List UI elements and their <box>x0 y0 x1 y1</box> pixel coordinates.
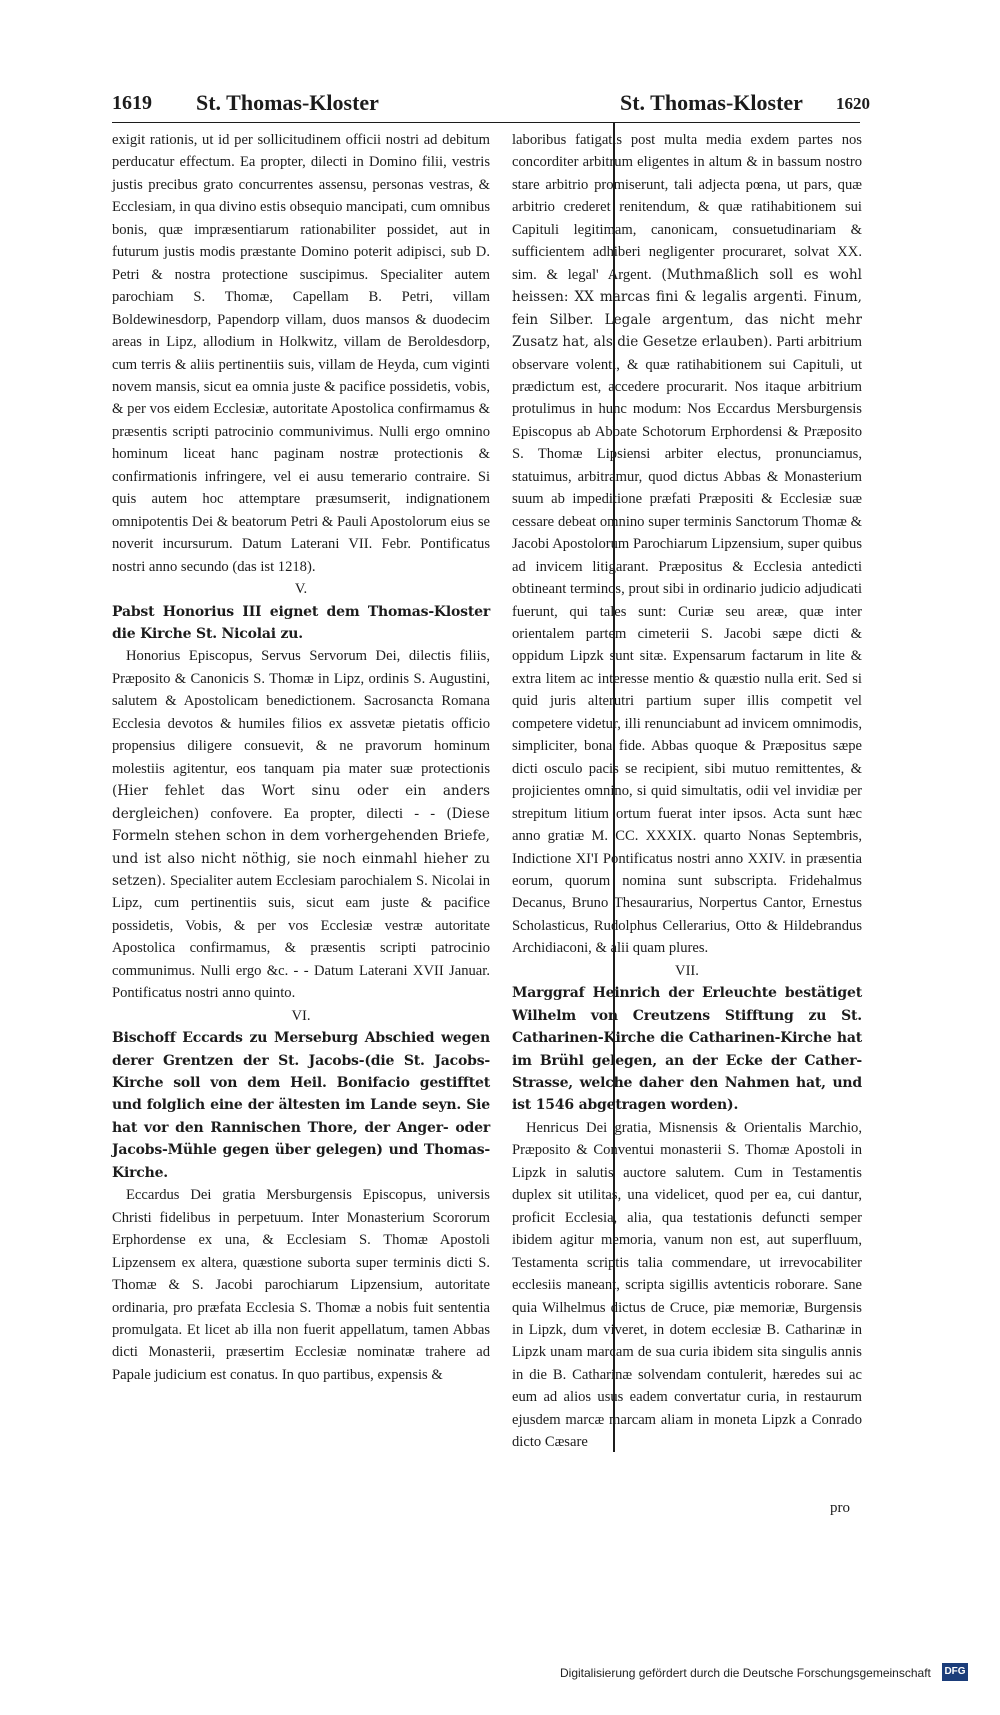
editor-note: (Muthmaßlich soll es wohl heissen: XX marcas fini & legalis argenti. Finum, fein Silber. Legale argentum, das nicht mehr Zusatz hat, als die Gesetze erlauben). <box>512 266 862 351</box>
text-run: Parti arbitrium observare volenti, & quæ ratihabitionem sui Capituli, ut prædictum est, accedere procurarit. Nos itaque arbitrium protulimus in hunc modum: Nos Eccardus Mersburgensis Episcopus ab Abbate Schotorum Erphordensi & Præposito S. Thomæ Lipsiensi arbiter electus, pronunciamus, statuimus, arbitramur, quod dictus Abbas & Monasterium suum ab impeditione præfati Præpositi & Ecclesiæ suæ cessare debeat omnino super terminis Sanctorum Thomæ & Jacobi Apostolorum Parochiarum Lipzensium, super quibus ad invicem litigarant. Præpositus & Ecclesia antedicti obtineant terminos, prout sibi in ordinario judicio adjudicati fuerunt, qui tales sunt: Curiæ seu areæ, quæ inter orientalem partem cimeterii S. Jacobi sæpe dicti & oppidum Lipzk sunt sitæ. Expensarum factarum in lite & extra litem ac interesse mentio & quæstio nulla erit. Sed si quid juris alterutri partium super illis competit vel competere videtur, illi renunciabunt ad invicem omnimodis, simpliciter, bona fide. Abbas quoque & Præpositus sæpe dicti osculo pacis se recipient, sibi mutuo remittentes, & projicientes omnino, si quid simultatis, odii vel invidiæ per strepitum litium ortum fuerat inter ipsos. Acta sunt hæc anno gratiæ M. CC. XXXIX. quarto Nonas Septembris, Indictione XI'I Pontificatus nostri anno XXIV. in præsentia eorum, quorum nomina sunt subscripta. Fridehalmus Decanus, Bruno Thesaurarius, Norpertus Cantor, Ernestus Scholasticus, Rudolphus Cellerarius, Otto & Hildebrandus Archidiaconi, & alii quam plures. <box>512 334 862 957</box>
page-number-right: 1620 <box>836 94 870 113</box>
paragraph-left-1: exigit rationis, ut id per sollicitudinem officii nostri ad debitum perducatur effectum. Ea propter, dilecti in Domino filii, vestris justis precibus grato concurrentes assensu, personas vestras, & Ecclesiam, in qua divino estis obsequio mancipati, cum omnibus bonis, quæ impræsentiarum rationabiliter possidet, aut in futurum justis modis præstante Domino poterit adipisci, sub D. Petri & nostra protectione suscipimus. Specialiter autem parochiam S. Thomæ, Capellam B. Petri, villam Boldewinesdorp, Papendorp villam, duos mansos & duodecim areas in Lipz, allodium in Holkwitz, villam de Beroldesdorp, cum terris & aliis pertinentiis suis, villam de Heyda, cum viginti novem mansis, sicut ea omnia juste & pacifice possidetis, vobis, & per vos eidem Ecclesiæ, autoritate Apostolica confirmamus & præsentis scripti patrocinio communivimus. Nulli ergo omnino hominum liceat hanc paginam nostræ protectionis & confirmationis infringere, vel ei ausu temerario contraire. Si quis autem hoc attemptare præsumserit, indignationem omnipotentis Dei & beatorum Petri & Pauli Apostolorum eius se noverit incursurum. Datum Laterani VII. Febr. Pontificatus nostri anno secundo (das ist 1218). <box>112 132 490 575</box>
running-head <box>112 88 870 123</box>
catchword: pro <box>830 1500 850 1516</box>
text-run: Honorius Episcopus, Servus Servorum Dei, dilectis filiis, Præposito & Canonicis S. Thomæ in Lipz, ordinis S. Augustini, salutem & Apostolicam benedictionem. Sacrosancta Romana Ecclesia devotos & humiles filios ex assvetæ pietatis officio propensius diligere consuevit, & ne pravorum hominum molestiis agitentur, eos tanquam pia mater suæ protectionis <box>112 648 490 777</box>
section-numeral-vi: VI. <box>291 1007 311 1024</box>
dfg-logo: DFG <box>942 1663 968 1681</box>
page-number-left: 1619 <box>112 92 152 114</box>
paragraph-right-1 <box>512 129 862 960</box>
editor-note: (Hier fehlet das Wort sinu oder ein anders dergleichen) <box>112 783 490 822</box>
footer-credit: Digitalisierung gefördert durch die Deutsche Forschungsgemeinschaft <box>560 1666 931 1680</box>
section-heading-vi: Bischoff Eccards zu Merseburg Abschied wegen derer Grentzen der St. Jacobs-(die St. Jacobs-Kirche soll von dem Heil. Bonifacio gestifftet und folglich eine der ältesten im Lande seyn. Sie hat vor den Rannischen Thore, der Anger- oder Jacobs-Mühle gegen über gelegen) und Thomas-Kirche. <box>112 1030 490 1181</box>
paragraph-right-2: Henricus Dei gratia, Misnensis & Orientalis Marchio, Præposito & Conventui monasterii S. Thomæ Apostoli in Lipzk in salutis auctore salutem. Cum in Testamentis duplex sit utilitas, una videlicet, quod per ea, cui dantur, proficit Ecclesia, alia, qua testationis defuncti semper ibidem agitur memoria, vanum non est, aut superfluum, Testamenta scriptis talia commendare, ut irrevocabiliter ecclesiis maneant, scripta sigillis avtenticis roborare. Sane quia Wilhelmus dictus de Cruce, piæ memoriæ, Burgensis in Lipzk, dum viveret, in dotem ecclesiæ B. Catharinæ in Lipzk unam marcam de sua curia ibidem sita singulis annis in die B. Catharinæ solvendam contulerit, hæredes sui ac eum ad alios usus eadem convertatur curia, in restaurum ejusdem marcæ marcam aliam in moneta Lipzk a Conrado dicto Cæsare <box>512 1119 862 1451</box>
running-title-left: St. Thomas-Kloster <box>196 90 379 115</box>
running-title-right: St. Thomas-Kloster <box>620 90 803 115</box>
text-run: confovere. Ea propter, dilecti - - <box>210 805 436 822</box>
left-column <box>112 129 490 1386</box>
section-numeral-vii: VII. <box>675 962 699 979</box>
text-run: Specialiter autem Ecclesiam parochialem S. Nicolai in Lipz, cum pertinentiis suis, sicut eam juste & pacifice possidetis, Vobis, & per vos Ecclesiæ vestræ autoritate Apostolica confirmamus, & præsentis scripti patrocinio communimus. Nulli ergo &c. - - Datum Laterani XVII Januar. Pontificatus nostri anno quinto. <box>112 872 491 1002</box>
paragraph-left-2 <box>112 645 490 1004</box>
section-heading-v: Pabst Honorius III eignet dem Thomas-Kloster die Kirche St. Nicolai zu. <box>112 603 490 642</box>
paragraph-left-3: Eccardus Dei gratia Mersburgensis Episcopus, universis Christi fidelibus in perpetuum. Inter Monasterium Scororum Erphordense ex una, & Ecclesiam S. Thomæ Apostoli Lipzensem ex altera, quæstione suborta super terminis dicti S. Thomæ & S. Jacobi parochiarum Lipzensium, autoritate ordinaria, pro præfata Ecclesia S. Thomæ a nobis fuit sententia promulgata. Et licet ab illa non fuerit appellatum, tamen Abbas dicti Monasterii, præsertim Ecclesiæ nominatæ trahere ad Papale judicium est conatus. In quo partibus, expensis & <box>112 1187 490 1383</box>
right-column <box>512 129 862 1454</box>
digitization-footer <box>560 1663 965 1687</box>
text-run: laboribus fatigatis post multa media exdem partes nos concorditer arbitrum eligentes in altum & in bassum nostro stare arbitrio promiserunt, tali adjecta pœna, ut pars, quæ arbitrio crederet renitendum, & quæ ratihabitionem sui Capituli legitimam, canonicam, consuetudinariam & sufficientem adhiberi negligenter procuraret, solvat XX. sim. & legal' Argent. <box>512 132 862 283</box>
section-numeral-v: V. <box>294 581 308 598</box>
section-heading-vii: Marggraf Heinrich der Erleuchte bestätiget Wilhelm von Creutzens Stifftung zu St. Catharinen-Kirche die Catharinen-Kirche hat im Brühl gelegen, an der Ecke der Cather-Strasse, welche daher den Nahmen hat, und ist 1546 abgetragen worden). <box>512 985 862 1114</box>
editor-note: (Diese Formeln stehen schon in dem vorhergehenden Briefe, und ist also nicht nöthig, sie noch einmahl hieher zu setzen). <box>112 805 490 889</box>
